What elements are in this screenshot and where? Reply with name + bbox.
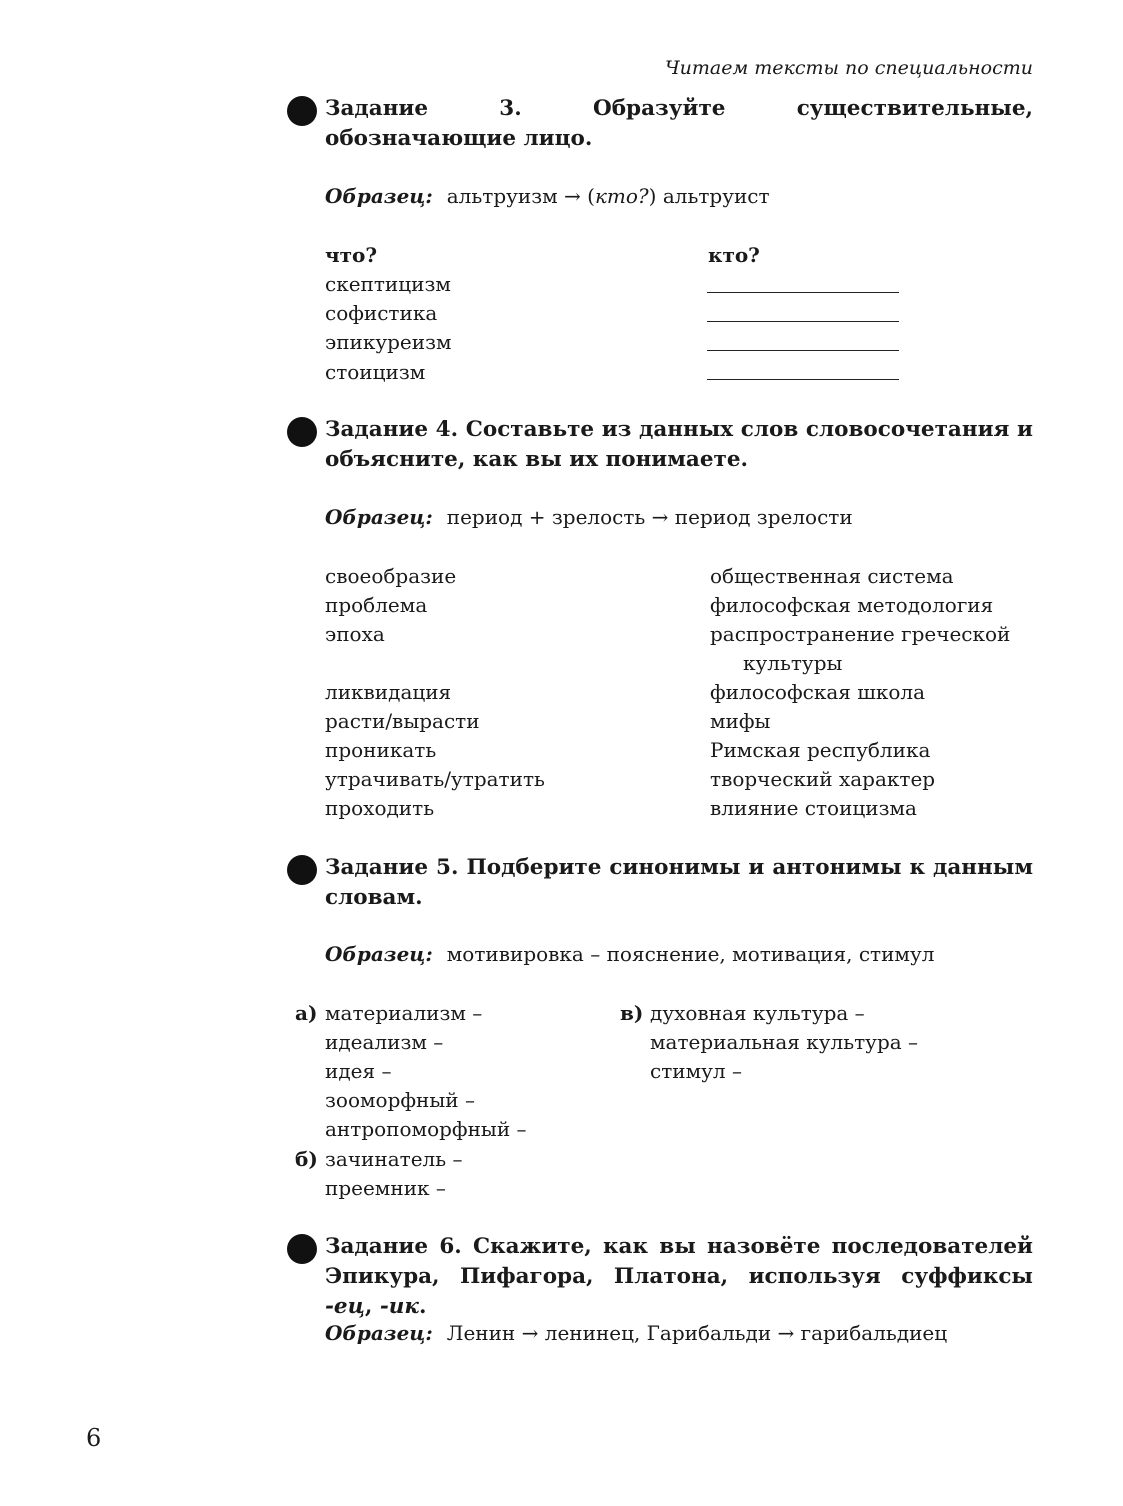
task-6-title: Задание 6. Скажите, как вы назовёте последователей Эпикура, Пифагора, Платона, используя суффиксы -ец, -ик. [325, 1234, 1033, 1319]
task-6-sample: Образец: Ленин → ленинец, Гарибальди → гарибальдиец [325, 1321, 948, 1345]
task-3-title: Задание 3. Образуйте существительные, обозначающие лицо. [325, 96, 1033, 151]
task-4-right-word: Римская республика [710, 738, 931, 762]
task-4-right-word: мифы [710, 709, 771, 733]
sample-label: Образец: [325, 1321, 433, 1345]
task-5-word: идеализм – [325, 1030, 444, 1054]
task-4-bullet-icon [287, 417, 317, 447]
column-header-what: что? [325, 243, 378, 267]
task-5-word: зачинатель – [325, 1147, 463, 1171]
task-5-word: духовная культура – [650, 1001, 865, 1025]
task-5-word: антропоморфный – [325, 1117, 527, 1141]
task-3-bullet-icon [287, 96, 317, 126]
sample-label: Образец: [325, 184, 433, 208]
task-4-left-word: проходить [325, 796, 435, 820]
column-header-who: кто? [708, 243, 760, 267]
task-5-word: идея – [325, 1059, 392, 1083]
running-header: Читаем тексты по специальности [664, 57, 1033, 79]
task-5-bullet-icon [287, 855, 317, 885]
answer-blank-line [707, 350, 899, 351]
task-3-word: скептицизм [325, 272, 451, 296]
task-4-left-word: ликвидация [325, 680, 452, 704]
task-4-left-word: эпоха [325, 622, 385, 646]
task-5-word: стимул – [650, 1059, 742, 1083]
task-3-sample: Образец: альтруизм → (кто?) альтруист [325, 184, 770, 208]
task-4-right-word: общественная система [710, 564, 954, 588]
sample-label: Образец: [325, 505, 433, 529]
task-5-word: материальная культура – [650, 1030, 919, 1054]
task-4-sample: Образец: период + зрелость → период зрелости [325, 505, 853, 529]
sample-label: Образец: [325, 942, 433, 966]
task-5-title: Задание 5. Подберите синонимы и антонимы к данным словам. [325, 855, 1033, 910]
task-4-right-word: распространение греческой [710, 622, 1011, 646]
task-3-word: софистика [325, 301, 438, 325]
task-4-right-word: философская школа [710, 680, 925, 704]
task-4-left-word: расти/вырасти [325, 709, 480, 733]
task-5-word: материализм – [325, 1001, 483, 1025]
answer-blank-line [707, 379, 899, 380]
task-5-word: преемник – [325, 1176, 446, 1200]
task-3-word: стоицизм [325, 360, 426, 384]
item-letter-v: в) [620, 1001, 644, 1025]
answer-blank-line [707, 321, 899, 322]
answer-blank-line [707, 292, 899, 293]
task-4-right-word: творческий характер [710, 767, 936, 791]
task-3-word: эпикуреизм [325, 330, 452, 354]
task-4-left-word: проникать [325, 738, 437, 762]
page-number: 6 [86, 1424, 102, 1452]
task-4-title: Задание 4. Составьте из данных слов словосочетания и объясните, как вы их понимаете. [325, 417, 1033, 472]
task-4-right-word: культуры [743, 651, 843, 675]
task-4-right-word: влияние стоицизма [710, 796, 917, 820]
task-5-word: зооморфный – [325, 1088, 475, 1112]
task-4-left-word: утрачивать/утратить [325, 767, 545, 791]
task-4-left-word: своеобразие [325, 564, 457, 588]
task-4-right-word: философская методология [710, 593, 994, 617]
task-6-bullet-icon [287, 1234, 317, 1264]
item-letter-a: а) [295, 1001, 318, 1025]
task-5-sample: Образец: мотивировка – пояснение, мотивация, стимул [325, 942, 935, 966]
item-letter-b: б) [295, 1147, 318, 1171]
task-4-left-word: проблема [325, 593, 428, 617]
